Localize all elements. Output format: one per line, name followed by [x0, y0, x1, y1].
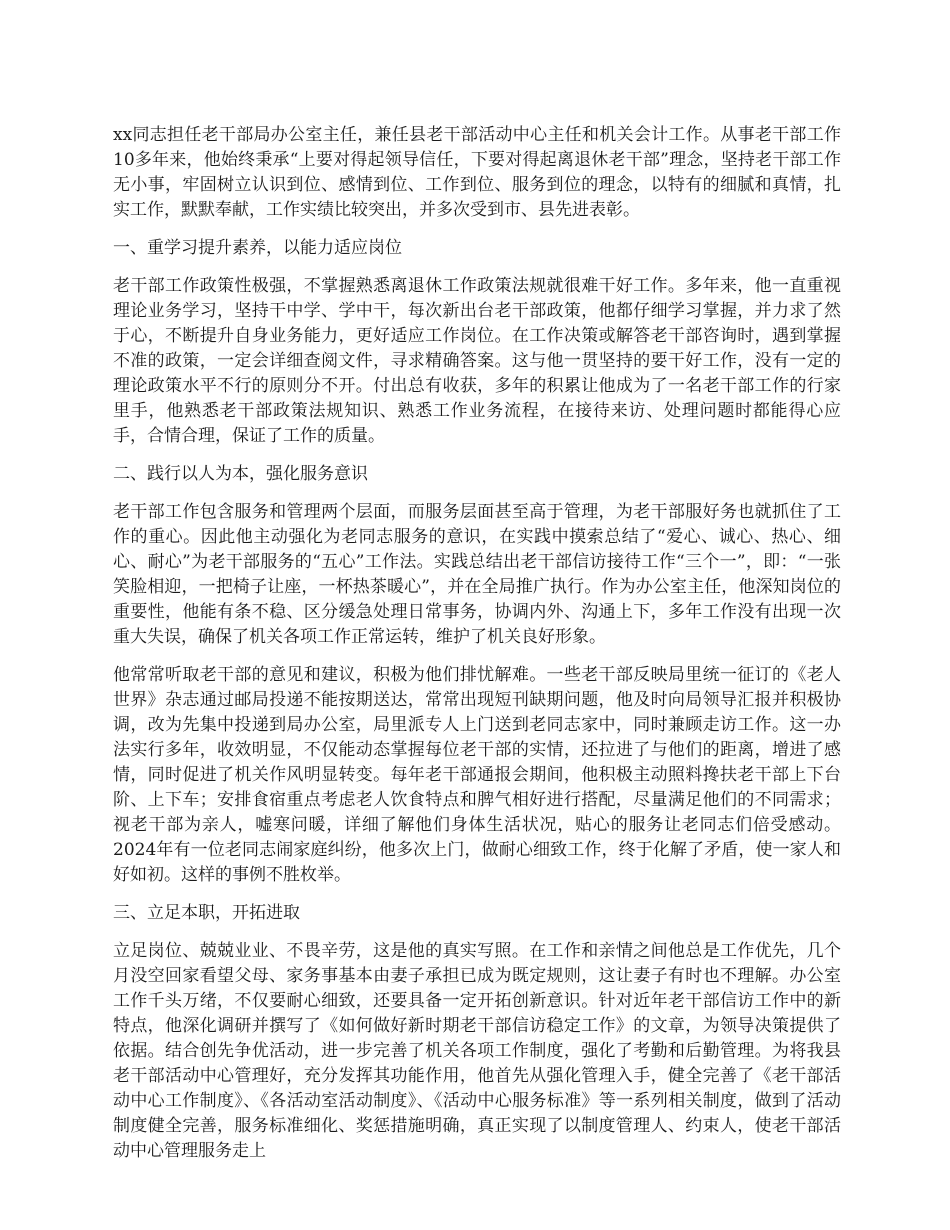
section-2-paragraph-2: 他常常听取老干部的意见和建议，积极为他们排忧解难。一些老干部反映局里统一征订的《老人世界》杂志通过邮局投递不能按期送达，常常出现短刊缺期问题，他及时向局领导汇报并积极协调，改为先集中投递到局办公室，局里派专人上门送到老同志家中，同时兼顾走访工作。这一办法实行多年，收效明显，不仅能动态掌握每位老干部的实情，还拉进了与他们的距离，增进了感情，同时促进了机关作风明显转变。每年老干部通报会期间，他积极主动照料搀扶老干部上下台阶、上下车；安排食宿重点考虑老人饮食特点和脾气相好进行搭配，尽量满足他们的不同需求；视老干部为亲人，嘘寒问暖，详细了解他们身体生活状况，贴心的服务让老同志们倍受感动。2024年有一位老同志闹家庭纠纷，他多次上门，做耐心细致工作，终于化解了矛盾，使一家人和好如初。这样的事例不胜枚举。: [113, 665, 841, 885]
section-1-paragraph: 老干部工作政策性极强，不掌握熟悉离退休工作政策法规就很难干好工作。多年来，他一直重视理论业务学习，坚持干中学、学中干，每次新出台老干部政策，他都仔细学习掌握，并力求了然于心，不断提升自身业务能力，更好适应工作岗位。在工作决策或解答老干部咨询时，遇到掌握不准的政策，一定会详细查阅文件，寻求精确答案。这与他一贯坚持的要干好工作，没有一定的理论政策水平不行的原则分不开。付出总有收获，多年的积累让他成为了一名老干部工作的行家里手，他熟悉老干部政策法规知识、熟悉工作业务流程，在接待来访、处理问题时都能得心应手，合情合理，保证了工作的质量。: [113, 276, 841, 446]
section-heading-3: 三、立足本职，开拓进取: [113, 903, 300, 923]
section-heading-1: 一、重学习提升素养，以能力适应岗位: [113, 238, 402, 258]
section-2-paragraph-1: 老干部工作包含服务和管理两个层面，而服务层面甚至高于管理，为老干部服好务也就抓住了工作的重心。因此他主动强化为老同志服务的意识，在实践中摸索总结了“爱心、诚心、热心、细心、耐心”为老干部服务的“五心”工作法。实践总结出老干部信访接待工作“三个一”，即：“一张笑脸相迎，一把椅子让座，一杯热茶暖心”，并在全局推广执行。作为办公室主任，他深知岗位的重要性，他能有条不稳、区分缓急处理日常事务，协调内外、沟通上下，多年工作没有出现一次重大失误，确保了机关各项工作正常运转，维护了机关良好形象。: [113, 502, 841, 647]
section-3-paragraph: 立足岗位、兢兢业业、不畏辛劳，这是他的真实写照。在工作和亲情之间他总是工作优先，几个月没空回家看望父母、家务事基本由妻子承担已成为既定规则，这让妻子有时也不理解。办公室工作千头万绪，不仅要耐心细致，还要具备一定开拓创新意识。针对近年老干部信访工作中的新特点，他深化调研并撰写了《如何做好新时期老干部信访稳定工作》的文章，为领导决策提供了依据。结合创先争优活动，进一步完善了机关各项工作制度，强化了考勤和后勤管理。为将我县老干部活动中心管理好，充分发挥其功能作用，他首先从强化管理入手，健全完善了《老干部活动中心工作制度》、《各活动室活动制度》、《活动中心服务标准》等一系列相关制度，做到了活动制度健全完善，服务标准细化、奖惩措施明确，真正实现了以制度管理人、约束人，使老干部活动中心管理服务走上: [113, 941, 841, 1161]
intro-paragraph: xx同志担任老干部局办公室主任，兼任县老干部活动中心主任和机关会计工作。从事老干部工作10多年来，他始终秉承“上要对得起领导信任，下要对得起离退休老干部”理念，坚持老干部工作无小事，牢固树立认识到位、感情到位、工作到位、服务到位的理念，以特有的细腻和真情，扎实工作，默默奉献，工作实绩比较突出，并多次受到市、县先进表彰。: [113, 125, 841, 220]
document-page: [113, 123, 841, 1177]
section-heading-2: 二、践行以人为本，强化服务意识: [113, 464, 368, 484]
